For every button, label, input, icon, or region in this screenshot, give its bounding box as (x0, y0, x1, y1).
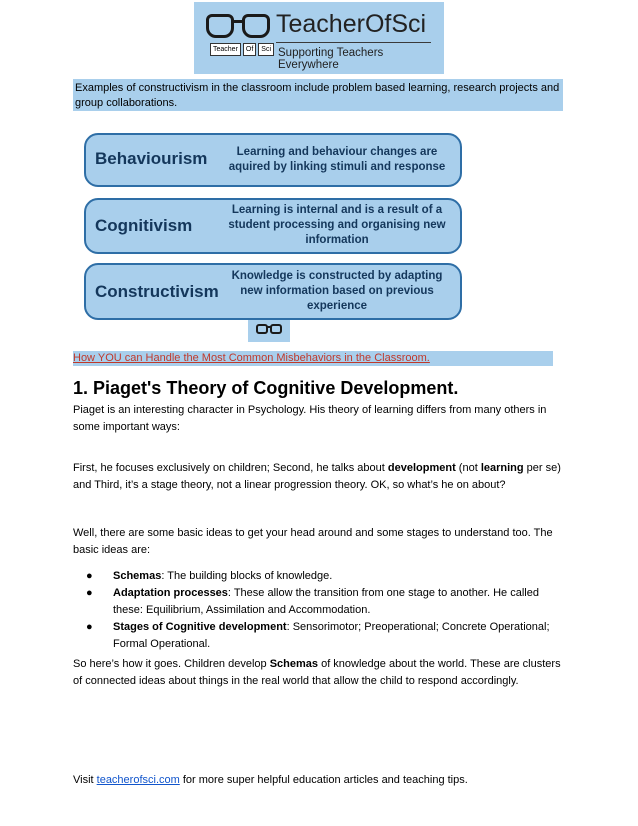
intro-highlight (73, 79, 563, 111)
theory-name: Constructivism (95, 282, 219, 301)
footer-line (73, 774, 468, 786)
term-schemas: Schemas (269, 658, 319, 670)
bullet-icon: ● (86, 570, 93, 582)
teacherofsci-logo (194, 2, 444, 74)
footer-text: for more super helpful education articles and teaching tips. (179, 774, 468, 786)
logo-tags (210, 43, 274, 56)
paragraph-2-text: (not (455, 462, 481, 474)
list-item-text: : Sensorimotor; Preoperational; Concrete Operational; Formal Operational. (113, 621, 550, 650)
section-heading: 1. Piaget's Theory of Cognitive Development. (73, 378, 459, 398)
footer-text: Visit (73, 774, 97, 786)
list-item (86, 568, 563, 585)
theory-name: Cognitivism (95, 216, 193, 235)
paragraph-2-text: First, he focuses exclusively on children; Second, he talks about (73, 462, 388, 474)
logo-tag: Of (243, 43, 256, 56)
logo-divider (276, 42, 431, 43)
theory-box-cognitivism (84, 198, 462, 254)
footer-link[interactable]: teacherofsci.com (96, 774, 180, 786)
theory-box-behaviourism (84, 133, 462, 187)
bullet-icon: ● (86, 587, 93, 599)
theory-description: Learning is internal and is a result of a student processing and organising new information (228, 204, 446, 246)
logo-tag: Teacher (210, 43, 241, 56)
term-development: development (387, 462, 456, 474)
paragraph-2-text: per se) and Third, it’s a stage theory, not a linear progression theory. OK, so what’s he on about? (73, 462, 561, 491)
glasses-icon (206, 14, 270, 40)
list-item (86, 619, 563, 653)
theory-box-constructivism (84, 263, 462, 320)
list-item-term: Stages of Cognitive development (113, 621, 287, 633)
logo-tag: Sci (258, 43, 274, 56)
theory-description: Learning and behaviour changes are aquired by linking stimuli and response (228, 146, 446, 173)
list-item-text: : The building blocks of knowledge. (161, 570, 333, 582)
theory-description: Knowledge is constructed by adapting new information based on previous experience (231, 270, 443, 312)
mini-logo-image (248, 320, 290, 342)
misbehavior-link-highlight (73, 351, 553, 366)
paragraph-2 (73, 460, 563, 494)
paragraph-3: Well, there are some basic ideas to get your head around and some stages to understand too. The basic ideas are: (73, 527, 553, 556)
list-item-text: : These allow the transition from one stage to another. He called these: Equilibrium, Assimilation and Accommodation. (113, 587, 539, 616)
misbehavior-link[interactable]: How YOU can Handle the Most Common Misbehaviors in the Classroom. (73, 352, 430, 364)
logo-tagline: Supporting Teachers Everywhere (278, 47, 384, 71)
paragraph-4-text: of knowledge about the world. These are clusters of connected ideas about things in the real world that allow the child to respond accordingly. (73, 658, 561, 687)
bullet-icon: ● (86, 621, 93, 633)
intro-text: Examples of constructivism in the classroom include problem based learning, research projects and group collaborations. (75, 82, 560, 109)
term-learning: learning (480, 462, 524, 474)
paragraph-1: Piaget is an interesting character in Psychology. His theory of learning differs from many others in some important ways: (73, 404, 547, 433)
list-item-term: Adaptation processes (113, 587, 228, 599)
list-item-term: Schemas (113, 570, 162, 582)
basic-ideas-list (73, 568, 563, 653)
list-item (86, 585, 563, 619)
paragraph-4-text: So here’s how it goes. Children develop (73, 658, 270, 670)
logo-brand: TeacherOfSci (276, 10, 427, 38)
glasses-icon (256, 324, 282, 334)
theory-name: Behaviourism (95, 149, 208, 168)
paragraph-4 (73, 656, 563, 690)
